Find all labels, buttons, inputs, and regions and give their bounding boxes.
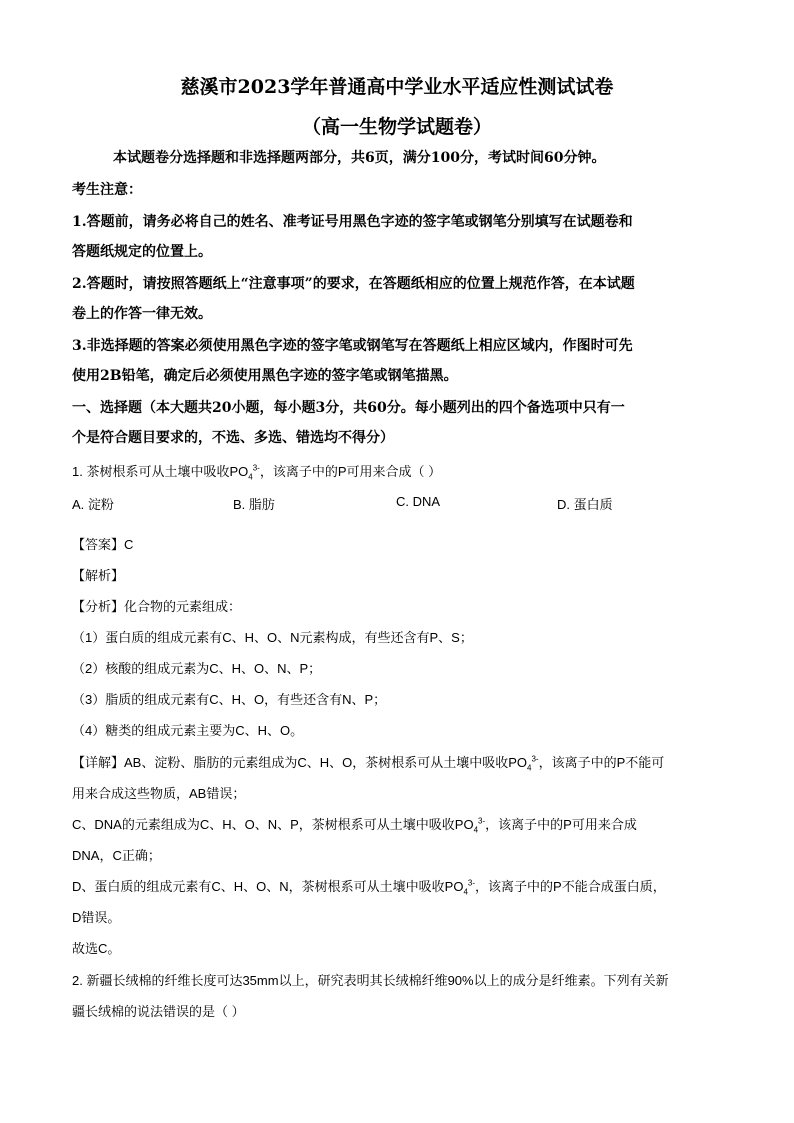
question-1-stem (72, 462, 441, 482)
detail-d-post: ，该离子中的P不能合成蛋白质， (475, 879, 666, 894)
detail-d-line-2: D错误。 (72, 910, 121, 925)
question-1-stem-pre: 1. 茶树根系可从土壤中吸收PO (72, 464, 249, 479)
analysis-point-4: （4）糖类的组成元素主要为C、H、O。 (72, 723, 304, 738)
option-c: C. DNA (396, 494, 441, 509)
detail-ab-line-1 (72, 753, 664, 773)
page-title: 慈溪市2023学年普通高中学业水平适应性测试试卷 (180, 76, 614, 98)
formula-subscript: 4 (473, 825, 479, 835)
notice-item-1-line-1: 1.答题前，请务必将自己的姓名、准考证号用黑色字迹的签字笔或钢笔分别填写在试题卷和 (72, 214, 633, 230)
fenxi-text: 化合物的元素组成： (124, 599, 242, 614)
notice-item-1-line-2: 答题纸规定的位置上。 (72, 244, 212, 260)
notice-item-2-line-2: 卷上的作答一律无效。 (72, 306, 212, 322)
formula-superscript: 3- (467, 878, 476, 888)
formula-subscript: 4 (463, 887, 468, 897)
question-1-stem-post: ，该离子中的P可用来合成（ ） (259, 464, 442, 479)
answer-value: C (124, 537, 134, 552)
formula-superscript: 3- (252, 463, 260, 473)
question-2-line-2: 疆长绒棉的说法错误的是（ ） (72, 1004, 245, 1019)
analysis-point-1: （1）蛋白质的组成元素有C、H、O、N元素构成，有些还含有P、S； (72, 630, 473, 645)
detail-c-pre: C、DNA的元素组成为C、H、O、N、P，茶树根系可从土壤中吸收PO (72, 817, 474, 832)
intro-text: 本试题卷分选择题和非选择题两部分，共6页，满分100分，考试时间60分钟。 (113, 150, 606, 166)
detail-tag: 【详解】 (72, 755, 125, 770)
question-2-line-1: 2. 新疆长绒棉的纤维长度可达35mm以上，研究表明其长绒棉纤维90%以上的成分是纤维素。下列有关新 (72, 973, 669, 988)
notice-item-3-line-1: 3.非选择题的答案必须使用黑色字迹的签字笔或钢笔写在答题纸上相应区域内，作图时可先 (72, 338, 633, 354)
section-1-heading-line-1: 一、选择题（本大题共20小题，每小题3分，共60分。每小题列出的四个备选项中只有一 (72, 400, 625, 416)
detail-ab-pre: AB、淀粉、脂肪的元素组成为C、H、O，茶树根系可从土壤中吸收PO (124, 755, 528, 770)
analysis-point-3: （3）脂质的组成元素有C、H、O，有些还含有N、P； (72, 692, 387, 707)
option-a: A. 淀粉 (72, 497, 114, 512)
section-1-heading-line-2: 个是符合题目要求的，不选、多选、错选均不得分） (72, 430, 394, 446)
formula-superscript: 3- (531, 754, 539, 764)
page-subtitle: （高一生物学试题卷） (301, 116, 492, 138)
option-d: D. 蛋白质 (557, 497, 613, 512)
formula-subscript: 4 (248, 472, 253, 482)
detail-c-line-2: DNA，C正确； (72, 848, 161, 863)
analysis-point-2: （2）核酸的组成元素为C、H、O、N、P； (72, 661, 322, 676)
answer-line (72, 535, 133, 555)
detail-d-line-1 (72, 877, 666, 897)
fenxi-line (72, 597, 241, 617)
option-b: B. 脂肪 (233, 497, 275, 512)
detail-d-pre: D、蛋白质的组成元素有C、H、O、N，茶树根系可从土壤中吸收PO (72, 879, 464, 894)
formula-superscript: 3- (478, 816, 486, 826)
analysis-tag: 【解析】 (72, 568, 125, 583)
answer-tag: 【答案】 (72, 537, 125, 552)
detail-c-post: ，该离子中的P可用来合成 (485, 817, 637, 832)
conclusion: 故选C。 (72, 941, 121, 956)
detail-c-line-1 (72, 815, 637, 835)
formula-subscript: 4 (527, 763, 532, 773)
detail-ab-line-2: 用来合成这些物质，AB错误； (72, 786, 246, 801)
notice-item-3-line-2: 使用2B铅笔，确定后必须使用黑色字迹的签字笔或钢笔描黑。 (72, 368, 458, 384)
notice-heading: 考生注意： (72, 182, 142, 198)
detail-ab-post: ，该离子中的P不能可 (538, 755, 665, 770)
notice-item-2-line-1: 2.答题时，请按照答题纸上“注意事项”的要求，在答题纸相应的位置上规范作答，在本试题 (72, 276, 635, 292)
fenxi-tag: 【分析】 (72, 599, 125, 614)
